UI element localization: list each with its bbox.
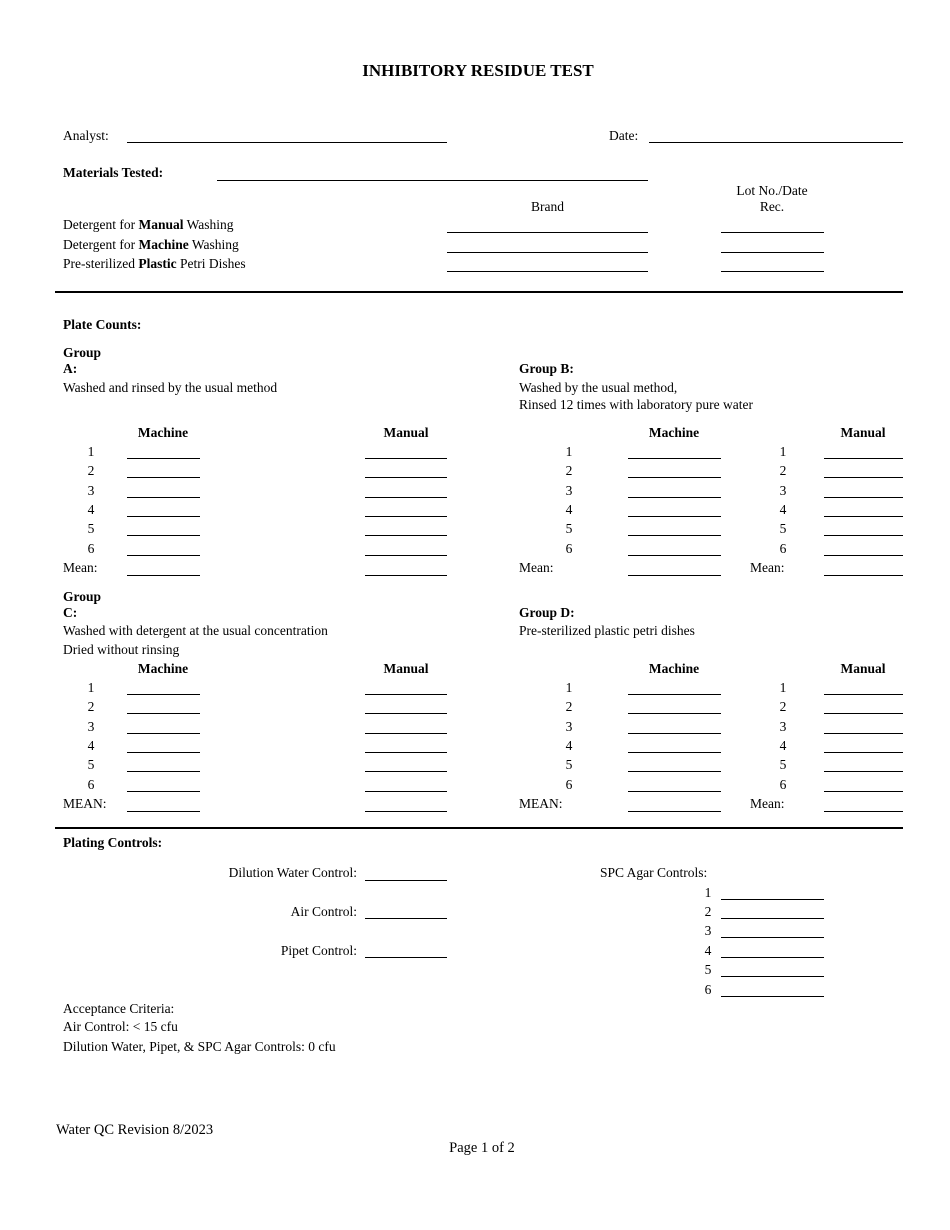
spc-agar-field[interactable] [721, 918, 824, 919]
pipet-control-field[interactable] [365, 957, 447, 958]
plating-controls-label: Plating Controls: [63, 835, 163, 850]
group-d-machine-num: 4 [565, 738, 573, 753]
group-d-manual-num: 2 [779, 699, 787, 714]
plate-counts-label: Plate Counts: [63, 317, 142, 332]
lot-header-2: Rec. [759, 199, 785, 214]
group-a-mean-label: Mean: [63, 560, 98, 575]
air-control-label: Air Control: [290, 904, 357, 919]
material-row-plastic: Pre-sterilized Plastic Petri Dishes [63, 256, 246, 271]
group-a-machine-field[interactable] [127, 535, 200, 536]
group-c-machine-field[interactable] [127, 791, 200, 792]
group-d-machine-field[interactable] [628, 733, 721, 734]
group-a-manual-field[interactable] [365, 535, 447, 536]
group-b-manual-num: 5 [779, 521, 787, 536]
spc-agar-field[interactable] [721, 899, 824, 900]
group-d-manual-num: 3 [779, 719, 787, 734]
spc-agar-num: 4 [704, 943, 712, 958]
group-b-machine-field[interactable] [628, 535, 721, 536]
group-c-machine-num: 1 [87, 680, 95, 695]
spc-agar-field[interactable] [721, 996, 824, 997]
group-c-manual-header: Manual [383, 661, 429, 676]
acceptance-line-2: Dilution Water, Pipet, & SPC Agar Controls: 0 cfu [63, 1039, 336, 1054]
group-b-manual-field[interactable] [824, 497, 903, 498]
group-d-machine-num: 1 [565, 680, 573, 695]
group-b-manual-field[interactable] [824, 458, 903, 459]
analyst-label: Analyst: [63, 128, 109, 143]
group-a-title-2: A: [63, 361, 78, 376]
group-b-machine-num: 1 [565, 444, 573, 459]
group-c-manual-field[interactable] [365, 713, 447, 714]
brand-header: Brand [531, 199, 564, 214]
group-d-manual-field[interactable] [824, 752, 903, 753]
group-d-machine-field[interactable] [628, 791, 721, 792]
group-a-manual-field[interactable] [365, 497, 447, 498]
group-d-machine-num: 6 [565, 777, 573, 792]
group-d-manual-mean-label: Mean: [750, 796, 785, 811]
group-b-manual-header: Manual [840, 425, 886, 440]
group-a-machine-mean-field[interactable] [127, 575, 200, 576]
group-c-mean-label: MEAN: [63, 796, 107, 811]
brand-field-plastic[interactable] [447, 271, 648, 272]
group-d-title: Group D: [519, 605, 575, 620]
group-a-machine-field[interactable] [127, 477, 200, 478]
group-d-manual-field[interactable] [824, 694, 903, 695]
group-d-manual-num: 6 [779, 777, 787, 792]
group-b-machine-num: 2 [565, 463, 573, 478]
group-d-desc: Pre-sterilized plastic petri dishes [519, 623, 695, 638]
group-a-title: Group [63, 345, 102, 360]
group-d-manual-num: 5 [779, 757, 787, 772]
revision-footer: Water QC Revision 8/2023 [56, 1122, 214, 1138]
group-b-mean-label: Mean: [519, 560, 554, 575]
acceptance-line-1: Air Control: < 15 cfu [63, 1019, 178, 1034]
group-c-machine-num: 6 [87, 777, 95, 792]
group-b-machine-field[interactable] [628, 458, 721, 459]
group-b-desc-2: Rinsed 12 times with laboratory pure water [519, 397, 753, 412]
material-row-machine: Detergent for Machine Washing [63, 237, 239, 252]
group-c-manual-field[interactable] [365, 791, 447, 792]
spc-agar-field[interactable] [721, 957, 824, 958]
group-d-manual-num: 4 [779, 738, 787, 753]
group-c-desc: Washed with detergent at the usual concentration [63, 623, 328, 638]
group-a-desc: Washed and rinsed by the usual method [63, 380, 278, 395]
group-c-machine-mean-field[interactable] [127, 811, 200, 812]
group-c-manual-mean-field[interactable] [365, 811, 447, 812]
group-b-manual-field[interactable] [824, 477, 903, 478]
group-a-manual-header: Manual [383, 425, 429, 440]
group-a-manual-mean-field[interactable] [365, 575, 447, 576]
spc-agar-num: 5 [704, 962, 712, 977]
group-b-machine-field[interactable] [628, 477, 721, 478]
group-a-machine-field[interactable] [127, 516, 200, 517]
group-a-machine-num: 5 [87, 521, 95, 536]
spc-agar-label: SPC Agar Controls: [600, 865, 708, 880]
air-control-field[interactable] [365, 918, 447, 919]
lot-header: Lot No./Date [736, 183, 808, 198]
group-b-manual-num: 1 [779, 444, 787, 459]
group-b-manual-num: 3 [779, 483, 787, 498]
group-b-manual-field[interactable] [824, 535, 903, 536]
spc-agar-field[interactable] [721, 976, 824, 977]
spc-agar-num: 2 [704, 904, 712, 919]
group-c-machine-field[interactable] [127, 713, 200, 714]
group-c-machine-field[interactable] [127, 694, 200, 695]
group-c-title: Group [63, 589, 102, 604]
group-d-manual-num: 1 [779, 680, 787, 695]
spc-agar-field[interactable] [721, 937, 824, 938]
group-a-manual-field[interactable] [365, 458, 447, 459]
page-number: Page 1 of 2 [449, 1140, 515, 1156]
group-a-machine-field[interactable] [127, 555, 200, 556]
group-c-manual-field[interactable] [365, 752, 447, 753]
group-b-manual-field[interactable] [824, 555, 903, 556]
group-c-machine-field[interactable] [127, 752, 200, 753]
date-field[interactable] [649, 142, 903, 143]
lot-field-manual[interactable] [721, 232, 824, 233]
material-row-manual: Detergent for Manual Washing [63, 217, 234, 232]
group-b-title: Group B: [519, 361, 574, 376]
group-a-manual-field[interactable] [365, 516, 447, 517]
group-b-machine-header: Machine [648, 425, 700, 440]
group-d-manual-field[interactable] [824, 733, 903, 734]
materials-field[interactable] [217, 180, 648, 181]
dilution-water-label: Dilution Water Control: [228, 865, 357, 880]
acceptance-title: Acceptance Criteria: [63, 1001, 175, 1016]
group-b-machine-field[interactable] [628, 516, 721, 517]
group-d-machine-num: 3 [565, 719, 573, 734]
group-d-machine-field[interactable] [628, 771, 721, 772]
group-d-machine-field[interactable] [628, 713, 721, 714]
group-d-manual-field[interactable] [824, 713, 903, 714]
group-d-machine-mean-field[interactable] [628, 811, 721, 812]
group-b-machine-num: 4 [565, 502, 573, 517]
group-c-machine-num: 5 [87, 757, 95, 772]
group-c-manual-field[interactable] [365, 733, 447, 734]
group-b-manual-num: 6 [779, 541, 787, 556]
group-c-manual-field[interactable] [365, 694, 447, 695]
section-divider [55, 827, 903, 829]
group-a-machine-num: 3 [87, 483, 95, 498]
group-d-machine-num: 2 [565, 699, 573, 714]
group-d-machine-header: Machine [648, 661, 700, 676]
group-d-manual-field[interactable] [824, 791, 903, 792]
group-b-manual-field[interactable] [824, 516, 903, 517]
group-c-title-2: C: [63, 605, 78, 620]
group-d-manual-header: Manual [840, 661, 886, 676]
group-c-desc-2: Dried without rinsing [63, 642, 180, 657]
group-b-machine-num: 3 [565, 483, 573, 498]
group-b-machine-field[interactable] [628, 497, 721, 498]
group-d-mean-label: MEAN: [519, 796, 563, 811]
group-a-machine-field[interactable] [127, 458, 200, 459]
spc-agar-num: 3 [704, 923, 712, 938]
group-b-manual-mean-label: Mean: [750, 560, 785, 575]
group-a-machine-num: 2 [87, 463, 95, 478]
group-b-machine-mean-field[interactable] [628, 575, 721, 576]
group-a-machine-num: 1 [87, 444, 95, 459]
analyst-field[interactable] [127, 142, 447, 143]
lot-field-plastic[interactable] [721, 271, 824, 272]
group-c-machine-field[interactable] [127, 771, 200, 772]
group-a-manual-field[interactable] [365, 555, 447, 556]
dilution-water-field[interactable] [365, 880, 447, 881]
group-a-machine-num: 4 [87, 502, 95, 517]
spc-agar-num: 6 [704, 982, 712, 997]
pipet-control-label: Pipet Control: [280, 943, 357, 958]
group-b-machine-num: 5 [565, 521, 573, 536]
group-d-machine-num: 5 [565, 757, 573, 772]
group-d-machine-field[interactable] [628, 694, 721, 695]
group-a-manual-field[interactable] [365, 477, 447, 478]
group-c-machine-header: Machine [137, 661, 189, 676]
group-b-desc: Washed by the usual method, [519, 380, 678, 395]
date-label: Date: [609, 128, 639, 143]
group-c-machine-num: 3 [87, 719, 95, 734]
group-c-manual-field[interactable] [365, 771, 447, 772]
lot-field-machine[interactable] [721, 252, 824, 253]
brand-field-manual[interactable] [447, 232, 648, 233]
group-d-manual-field[interactable] [824, 771, 903, 772]
group-a-machine-num: 6 [87, 541, 95, 556]
materials-label: Materials Tested: [63, 165, 164, 180]
page-title: INHIBITORY RESIDUE TEST [362, 61, 594, 80]
group-b-machine-num: 6 [565, 541, 573, 556]
spc-agar-num: 1 [704, 885, 712, 900]
group-a-machine-field[interactable] [127, 497, 200, 498]
group-c-machine-field[interactable] [127, 733, 200, 734]
brand-field-machine[interactable] [447, 252, 648, 253]
group-b-manual-num: 4 [779, 502, 787, 517]
group-d-machine-field[interactable] [628, 752, 721, 753]
group-b-manual-num: 2 [779, 463, 787, 478]
section-divider [55, 291, 903, 293]
group-b-machine-field[interactable] [628, 555, 721, 556]
group-b-manual-mean-field[interactable] [824, 575, 903, 576]
group-c-machine-num: 4 [87, 738, 95, 753]
group-c-machine-num: 2 [87, 699, 95, 714]
group-a-machine-header: Machine [137, 425, 189, 440]
group-d-manual-mean-field[interactable] [824, 811, 903, 812]
